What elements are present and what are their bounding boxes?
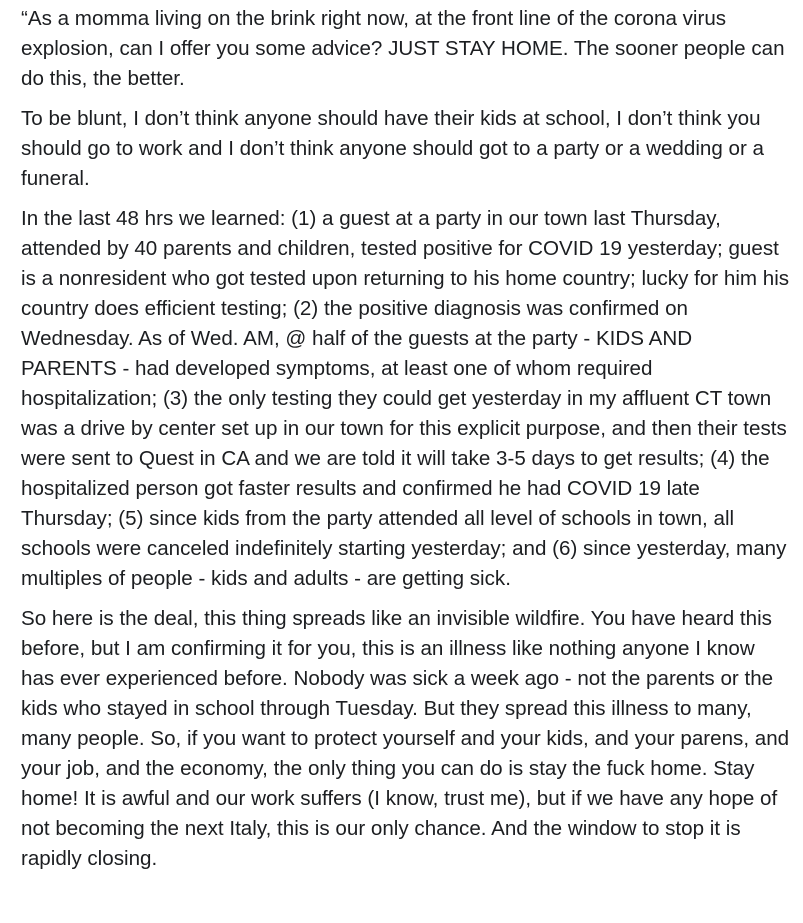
post-paragraph-4: So here is the deal, this thing spreads like an invisible wildfire. You have heard this before, but I am confirming it for you, this is an illness like nothing anyone I know has ever experienced before. Nobody was sick a week ago - not the parents or the kids who stayed in school through Tuesday. But they spread this illness to many, many people. So, if you want to protect yourself and your kids, and your parens, and your job, and the economy, the only thing you can do is stay the fuck home. Stay home! It is awful and our work suffers (I know, trust me), but if we have any hope of not becoming the next Italy, this is our only chance. And the window to stop it is rapidly closing. [21,607,790,870]
post-paragraph-2: To be blunt, I don’t think anyone should have their kids at school, I don’t think you should go to work and I don’t think anyone should got to a party or a wedding or a funeral. [21,107,765,190]
post-paragraph-3: In the last 48 hrs we learned: (1) a guest at a party in our town last Thursday, attended by 40 parents and children, tested positive for COVID 19 yesterday; guest is a nonresident who got tested upon returning to his home country; lucky for him his country does efficient testing; (2) the positive diagnosis was confirmed on Wednesday. As of Wed. AM, @ half of the guests at the party - KIDS AND PARENTS - had developed symptoms, at least one of whom required hospitalization; (3) the only testing they could get yesterday in my affluent CT town was a drive by center set up in our town for this explicit purpose, and then their tests were sent to Quest in CA and we are told it will take 3-5 days to get results; (4) the hospitalized person got faster results and confirmed he had COVID 19 late Thursday; (5) since kids from the party attended all level of schools in town, all schools were canceled indefinitely starting yesterday; and (6) since yesterday, many multiples of people - kids and adults - are getting sick. [21,207,790,590]
post-paragraph-1: “As a momma living on the brink right now, at the front line of the corona virus explosion, can I offer you some advice? JUST STAY HOME. The sooner people can do this, the better. [21,7,785,90]
